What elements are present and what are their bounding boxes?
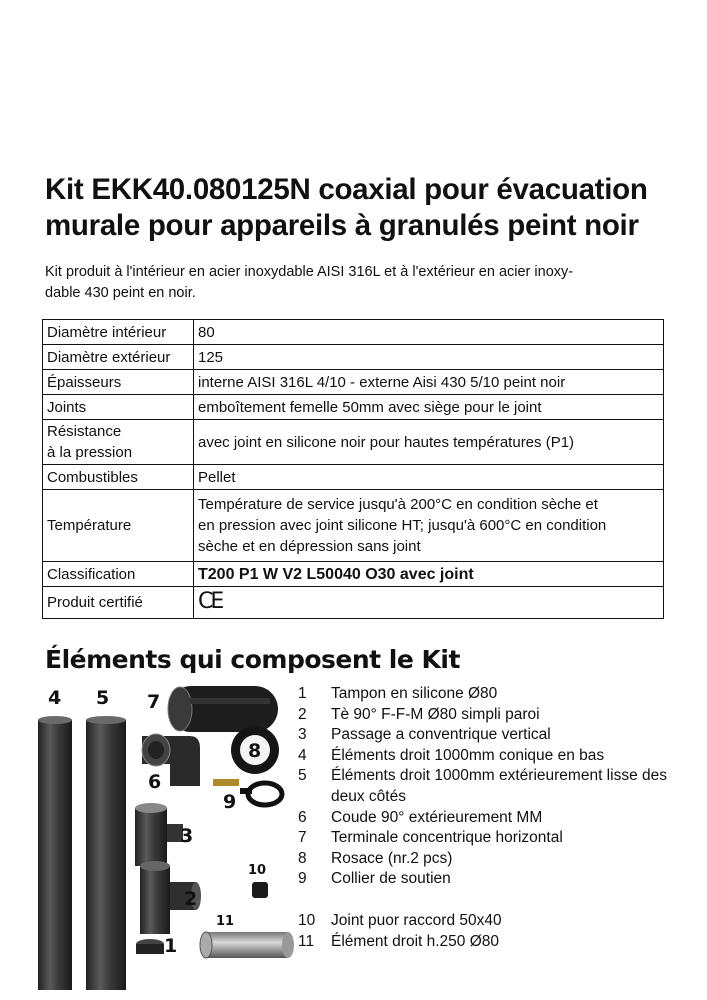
spec-value: 80 <box>194 320 664 345</box>
element-11-icon <box>200 932 294 958</box>
spec-table <box>42 319 664 619</box>
intro-paragraph <box>45 262 685 304</box>
ce-mark-icon: CE <box>198 589 222 614</box>
list-item: 11 Élément droit h.250 Ø80 <box>298 932 500 950</box>
joint-10-icon <box>252 882 268 898</box>
spec-label: Classification <box>43 562 194 587</box>
list-item: 1 Tampon en silicone Ø80 <box>298 685 498 702</box>
title-line: murale pour appareils à granulés peint noir <box>45 209 639 242</box>
elements-list <box>298 684 698 952</box>
part-label: 8 <box>248 740 262 762</box>
spec-value: avec joint en silicone noir pour hautes températures (P1) <box>194 420 664 465</box>
spec-row <box>43 395 664 420</box>
intro-line: dable 430 peint en noir. <box>45 285 196 301</box>
title-line: Kit EKK40.080125N coaxial pour évacuation <box>45 173 648 206</box>
spec-label: Produit certifié <box>43 587 194 619</box>
part-label: 11 <box>216 914 235 929</box>
spec-label: Épaisseurs <box>43 370 194 395</box>
list-item: 6 Coude 90° extérieurement MM <box>298 808 543 826</box>
part-label: 9 <box>223 791 237 813</box>
spec-value: Pellet <box>194 465 664 490</box>
intro-line: Kit produit à l'intérieur en acier inoxydable AISI 316L et à l'extérieur en acier inoxy- <box>45 264 574 280</box>
part-label: 6 <box>148 771 162 793</box>
spec-label: Résistance à la pression <box>43 420 194 465</box>
part-label: 5 <box>96 687 110 709</box>
document-title <box>45 172 685 244</box>
part-label: 4 <box>48 687 62 709</box>
part-label: 7 <box>147 691 161 713</box>
list-item: 10 Joint puor raccord 50x40 <box>298 911 502 929</box>
part-label: 10 <box>248 863 267 878</box>
spec-value: interne AISI 316L 4/10 - externe Aisi 430 5/10 peint noir <box>194 370 664 395</box>
list-item: 7 Terminale concentrique horizontal <box>298 829 563 847</box>
part-label: 3 <box>180 825 194 847</box>
spec-row <box>43 370 664 395</box>
elements-heading: Éléments qui composent le Kit <box>45 645 460 674</box>
terminal-7-icon <box>168 686 278 732</box>
list-item: 2 Tè 90° F-F-M Ø80 simpli paroi <box>298 705 540 723</box>
spec-label: Température <box>43 490 194 562</box>
spec-label: Diamètre intérieur <box>43 320 194 345</box>
part-label: 1 <box>164 935 178 957</box>
cap-1-icon <box>136 939 164 954</box>
spec-row <box>43 420 664 465</box>
ce-mark-cell <box>194 587 664 619</box>
part-label: 2 <box>184 888 198 910</box>
spec-row <box>43 587 664 619</box>
spec-row <box>43 345 664 370</box>
spec-row <box>43 320 664 345</box>
list-item: 9 Collier de soutien <box>298 870 451 888</box>
pipe-4-icon <box>38 716 72 990</box>
classification-value: T200 P1 W V2 L50040 O30 avec joint <box>194 562 664 587</box>
spec-row <box>43 562 664 587</box>
list-item: 3 Passage a conventrique vertical <box>298 726 551 744</box>
pipe-5-icon <box>86 716 126 990</box>
spec-row <box>43 490 664 562</box>
spec-value: Température de service jusqu'à 200°C en condition sèche et en pression avec joint silicone HT; jusqu'à 600°C en condition sèche et en dépression sans joint <box>194 490 664 562</box>
kit-components-illustration <box>30 676 310 1000</box>
list-item: 8 Rosace (nr.2 pcs) <box>298 849 453 867</box>
spec-label: Combustibles <box>43 465 194 490</box>
list-item: 5 Éléments droit 1000mm extérieurement lisse des deux côtés <box>298 767 667 805</box>
passage-3-icon <box>135 803 183 866</box>
spec-label: Joints <box>43 395 194 420</box>
list-item: 4 Éléments droit 1000mm conique en bas <box>298 746 605 764</box>
spec-value: emboîtement femelle 50mm avec siège pour le joint <box>194 395 664 420</box>
spec-label: Diamètre extérieur <box>43 345 194 370</box>
spec-value: 125 <box>194 345 664 370</box>
spec-row <box>43 465 664 490</box>
